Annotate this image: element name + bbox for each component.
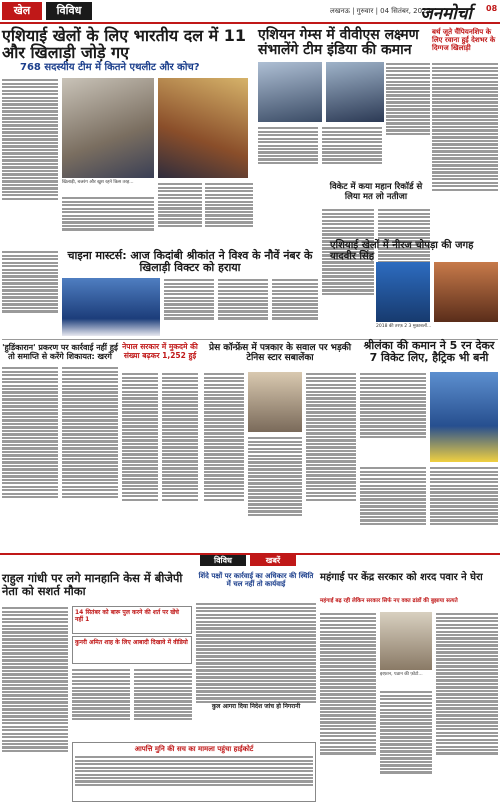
caption-1: खिलाड़ी, बजरंग और खुश रहने किस तरह... [62, 180, 134, 185]
aapatti-box [72, 742, 316, 802]
lead-headline: एशियाई खेलों के लिए भारतीय दल में 11 और खिलाड़ी जोड़े गए [2, 26, 247, 62]
laxman-text-col2 [322, 126, 382, 178]
srikanth-side-text [2, 250, 58, 336]
coach-photo [326, 62, 384, 122]
cricket-text-col1 [322, 208, 374, 326]
srikanth-text-col3 [218, 278, 268, 336]
rahul-text-col1 [2, 606, 68, 802]
rahul-text-col3 [134, 668, 192, 738]
lead-text-col2 [62, 196, 154, 246]
srilanka-text-col2 [360, 466, 426, 546]
pawar-photo [380, 612, 432, 670]
khabarein-tag: खबरें [250, 555, 296, 566]
nepal-headline: नेपाल सरकार में मुकदमे की संख्या बढ़कर 1,252 हुई [122, 342, 198, 360]
srikanth-text-col4 [272, 278, 318, 336]
neeraj-headline: एशियाई खेलों में नीरज चोपड़ा की जगह यादवीर सिंह [330, 240, 474, 262]
side-text [432, 62, 498, 237]
rahul-box-2-text: कुनरी अमित शाह के लिए आबादी दिखावे में वीडियो [75, 639, 188, 646]
newspaper-brand: जनमोर्चा [420, 4, 472, 24]
rahul-text-col2 [72, 668, 130, 738]
cricket-headline: विकेट में कया महान रिकॉर्ड से लिया मत लो नतीजा [329, 182, 423, 202]
sabalenka-text-col1 [204, 372, 244, 546]
kharge-headline: 'हुडिंकारान' प्रकरण पर कार्रवाई नहीं हुई तो समाप्ति से करेंगे शिकायत: खरगे [2, 343, 118, 361]
page-number: 08 [486, 4, 498, 13]
neeraj-photo-2 [376, 262, 430, 322]
aapatti-text [75, 755, 313, 799]
caption-3: इरफ़ान, पठान की फ़ोटो... [380, 672, 423, 677]
laxman-text-col3 [386, 62, 430, 162]
rahul-headline: राहुल गांधी पर लगे मानहानि केस में बीजेपी नेता को सशर्त मौका [2, 571, 183, 598]
lead-photo-runner [62, 78, 154, 178]
sabalenka-text-col2 [248, 436, 302, 546]
laxman-text-col1 [258, 126, 318, 178]
sabalenka-text-col3 [306, 372, 356, 546]
lead-text-col1 [2, 78, 58, 243]
srikanth-text-col2 [164, 278, 214, 336]
sabalenka-photo [248, 372, 302, 432]
pawar-headline: महंगाई पर केंद्र सरकार को शरद पवार ने घेरा [320, 572, 483, 583]
vividh-tag: विविध [200, 555, 246, 566]
sabalenka-headline: प्रेस कॉन्फ्रेंस में पत्रकार के सवाल पर भड़की टेनिस स्टार सबालेंका [208, 343, 352, 363]
lead-subhead: 768 सदस्यीय टीम में कितने एथलीट और कोच? [20, 62, 200, 73]
laxman-photo [258, 62, 322, 122]
pawar-text-col3 [436, 612, 498, 802]
kharge-text-col2 [62, 366, 118, 546]
lead-photo-athlete [158, 78, 248, 178]
caption-2: 2018 की तरफ़ 2 3 मुकाबलों... [376, 324, 432, 329]
lead-text-col3 [158, 182, 202, 246]
shiv-headline: शिंदे पक्षों पर कार्रवाई का अधिकार की स्थिति में चल नहीं तो कार्यवाई [198, 572, 314, 588]
rahul-box-1-text: 14 सितंबर को बारू पुल करने की शर्त पर खेंचे नहीं 1 [75, 609, 179, 623]
laxman-headline: एशियन गेम्स में वीवीएस लक्ष्मण संभालेंगे टीम इंडिया की कमान [258, 27, 419, 58]
shiv-text [196, 602, 316, 738]
pawar-text-col1 [320, 612, 376, 802]
shiv-subhead: कुल आगरा दिया निदेश जांच हो निगरानी [196, 704, 316, 710]
srilanka-text-col3 [430, 466, 498, 546]
section-tag-vividh: विविध [46, 2, 92, 20]
nepal-text-col1 [122, 372, 158, 546]
lead-text-col4 [205, 182, 253, 246]
rahul-box-2 [72, 636, 192, 664]
srikanth-headline: चाइना मास्टर्स: आज किदांबी श्रीकांत ने विश्व के नौवें नंबर के खिलाड़ी विक्टर को हराया [67, 249, 313, 274]
srilanka-text-col1 [360, 372, 426, 462]
side-headline: बर्थ जूते चैंपियनशिप के लिए रवाना हुई देशभर के दिग्गज खिलाड़ी [432, 28, 496, 52]
neeraj-photo-1 [434, 262, 498, 322]
kharge-text-col1 [2, 366, 58, 546]
pawar-text-col2 [380, 690, 432, 802]
dateline: लखनऊ | गुरुवार | 04 सितंबर, 2025 [330, 7, 431, 15]
srilanka-headline: श्रीलंका की कमान ने 5 रन देकर 7 विकेट लिए, हैट्रिक भी बनी [363, 339, 495, 364]
nepal-text-col2 [162, 372, 198, 546]
srikanth-photo [62, 278, 160, 336]
pawar-subhead: महंगाई बढ़ रही लेकिन सरकार सिर्फ नए वक्त ढांडों की बुझाया सत्यते [320, 598, 458, 604]
section-tag-khel: खेल [2, 2, 42, 20]
aapatti-headline: आपत्ति मुनि की सच का मामला पहुंचा हाईकोर्ट [134, 745, 254, 753]
srilanka-photo [430, 372, 498, 462]
rahul-box-1 [72, 606, 192, 634]
